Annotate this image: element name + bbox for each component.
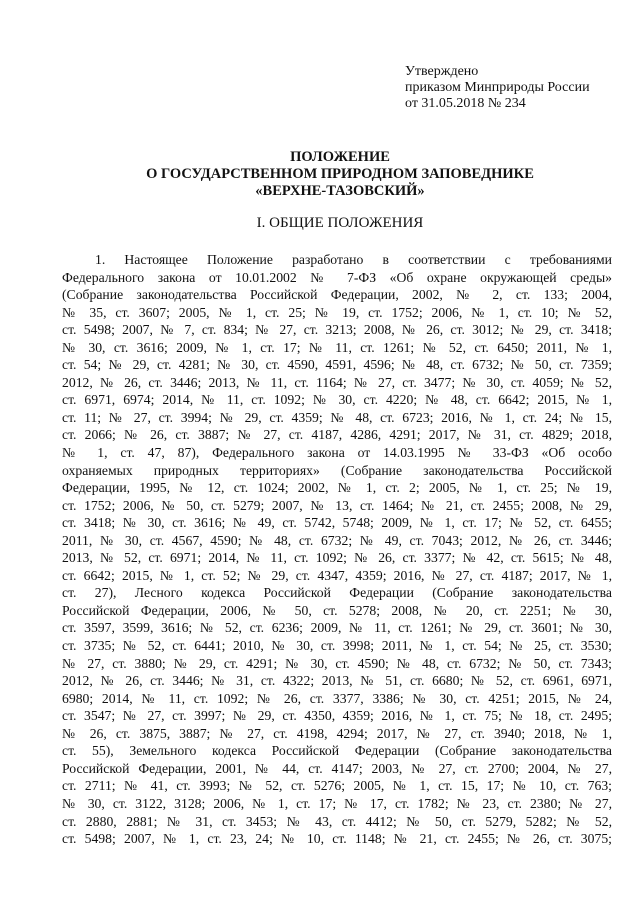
body-line: № 30, ст. 3616; 2009, № 1, ст. 17; № 11, ст. 1261; № 52, ст. 6450; 2011, № 1, xyxy=(62,339,612,355)
body-line: № 30, ст. 3122, 3128; 2006, № 1, ст. 17; № 17, ст. 1782; № 23, ст. 2380; № 27, xyxy=(62,795,612,811)
body-line: ст. 2066; № 26, ст. 3887; № 27, ст. 4187, 4286, 4291; 2017, № 31, ст. 4829; 2018, xyxy=(62,427,612,443)
body-line: Российской Федерации, 2001, № 44, ст. 4147; 2003, № 27, ст. 2700; 2004, № 27, xyxy=(62,760,612,776)
body-line: Федерации, 1995, № 12, ст. 1024; 2002, № 1, ст. 2; 2005, № 1, ст. 25; № 19, xyxy=(62,480,612,496)
body-line: Российской Федерации, 2006, № 50, ст. 5278; 2008, № 20, ст. 2251; № 30, xyxy=(62,602,612,618)
body-line: 2012, № 26, ст. 3446; № 31, ст. 4322; 2013, № 51, ст. 6680; № 52, ст. 6961, 6971, xyxy=(62,673,612,689)
approval-line: приказом Минприроды России xyxy=(405,80,590,95)
body-line: ст. 3597, 3599, 3616; № 52, ст. 6236; 2009, № 11, ст. 1261; № 29, ст. 3601; № 30, xyxy=(62,620,612,636)
body-line: № 26, ст. 3875, 3887; № 27, ст. 4198, 4294; 2017, № 27, ст. 3940; 2018, № 1, xyxy=(62,725,612,741)
body-line: № 1, ст. 47, 87), Федерального закона от 14.03.1995 № 33-ФЗ «Об особо xyxy=(62,445,612,461)
body-line: 2012, № 26, ст. 3446; 2013, № 11, ст. 1164; № 27, ст. 3477; № 30, ст. 4059; № 52, xyxy=(62,374,612,390)
document-title xyxy=(60,149,620,200)
body-line: (Собрание законодательства Российской Федерации, 2002, № 2, ст. 133; 2004, xyxy=(62,287,612,303)
body-line: 2011, № 30, ст. 4567, 4590; № 48, ст. 6732; № 49, ст. 7043; 2012, № 26, ст. 3446; xyxy=(62,532,612,548)
body-line: охраняемых природных территориях» (Собрание законодательства Российской xyxy=(62,462,612,478)
body-line: 2013, № 52, ст. 6971; 2014, № 11, ст. 1092; № 26, ст. 3377; № 42, ст. 5615; № 48, xyxy=(62,550,612,566)
approval-line: от 31.05.2018 № 234 xyxy=(405,96,526,111)
body-line: ст. 2711; № 41, ст. 3993; № 52, ст. 5276; 2005, № 1, ст. 15, 17; № 10, ст. 763; xyxy=(62,778,612,794)
body-line: ст. 3735; № 52, ст. 6441; 2010, № 30, ст. 3998; 2011, № 1, ст. 54; № 25, ст. 3530; xyxy=(62,638,612,654)
body-line: ст. 3547; № 27, ст. 3997; № 29, ст. 4350, 4359; 2016, № 1, ст. 75; № 18, ст. 2495; xyxy=(62,708,612,724)
body-line: ст. 3418; № 30, ст. 3616; № 49, ст. 5742, 5748; 2009, № 1, ст. 17; № 52, ст. 6455; xyxy=(62,515,612,531)
approval-line: Утверждено xyxy=(405,64,479,79)
approval-stamp xyxy=(405,64,630,112)
body-line: ст. 54; № 29, ст. 4281; № 30, ст. 4590, 4591, 4596; № 48, ст. 6732; № 50, ст. 7359; xyxy=(62,357,612,373)
body-line: 1. Настоящее Положение разработано в соответствии с требованиями xyxy=(95,252,612,267)
body-line: № 27, ст. 3880; № 29, ст. 4291; № 30, ст. 4590; № 48, ст. 6732; № 50, ст. 7343; xyxy=(62,655,612,671)
body-line: ст. 27), Лесного кодекса Российской Федерации (Собрание законодательства xyxy=(62,585,612,601)
body-line: ст. 11; № 27, ст. 3994; № 29, ст. 4359; № 48, ст. 6723; 2016, № 1, ст. 24; № 15, xyxy=(62,409,612,425)
body-line: № 35, ст. 3607; 2005, № 1, ст. 25; № 19, ст. 1752; 2006, № 1, ст. 10; № 52, xyxy=(62,304,612,320)
title-line: «ВЕРХНЕ-ТАЗОВСКИЙ» xyxy=(255,183,425,199)
body-line: 6980; 2014, № 11, ст. 1092; № 26, ст. 3377, 3386; № 30, ст. 4251; 2015, № 24, xyxy=(62,690,612,706)
body-line: ст. 1752; 2006, № 50, ст. 5279; 2007, № 13, ст. 1464; № 21, ст. 2455; 2008, № 29, xyxy=(62,497,612,513)
title-line: О ГОСУДАРСТВЕННОМ ПРИРОДНОМ ЗАПОВЕДНИКЕ xyxy=(146,166,534,182)
body-line: Федерального закона от 10.01.2002 № 7-ФЗ «Об охране окружающей среды» xyxy=(62,269,612,285)
body-line: ст. 5498; 2007, № 1, ст. 23, 24; № 10, ст. 1148; № 21, ст. 2455; № 26, ст. 3075; xyxy=(62,831,612,847)
body-line: ст. 6642; 2015, № 1, ст. 52; № 29, ст. 4347, 4359; 2016, № 27, ст. 4187; 2017, № 1, xyxy=(62,567,612,583)
body-line: ст. 6971, 6974; 2014, № 11, ст. 1092; № 30, ст. 4220; № 48, ст. 6642; 2015, № 1, xyxy=(62,392,612,408)
title-line: ПОЛОЖЕНИЕ xyxy=(290,149,390,165)
body-line: ст. 5498; 2007, № 7, ст. 834; № 27, ст. 3213; 2008, № 26, ст. 3012; № 29, ст. 3418; xyxy=(62,322,612,338)
section-heading: I. ОБЩИЕ ПОЛОЖЕНИЯ xyxy=(256,215,424,231)
body-line: ст. 2880, 2881; № 31, ст. 3453; № 43, ст. 4412; № 50, ст. 5279, 5282; № 52, xyxy=(62,813,612,829)
body-paragraph xyxy=(62,251,612,848)
body-line: ст. 55), Земельного кодекса Российской Федерации (Собрание законодательства xyxy=(62,743,612,759)
